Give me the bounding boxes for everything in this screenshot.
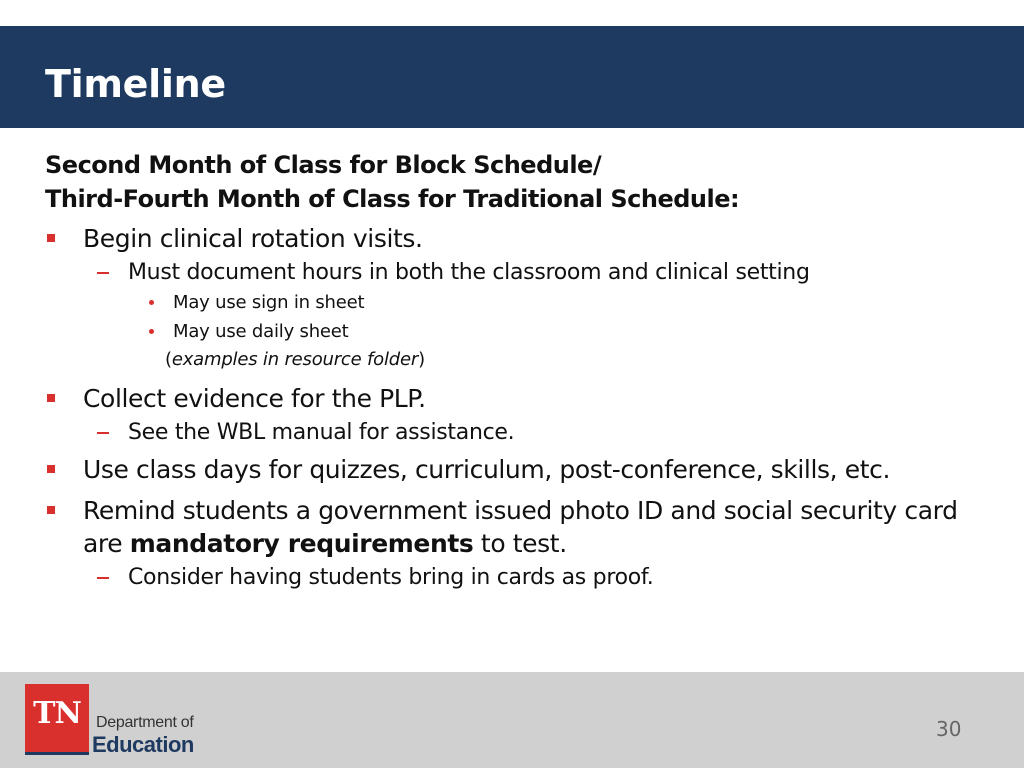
bullet-text: Use class days for quizzes, curriculum, post-conference, skills, etc. <box>83 455 891 484</box>
sub-sub-bullet-text: May use sign in sheet <box>173 292 365 313</box>
dash-bullet-icon <box>97 577 109 579</box>
note-paren-open: ( <box>165 349 172 370</box>
dash-bullet-icon <box>97 272 109 274</box>
sub-bullet-text: See the WBL manual for assistance. <box>128 420 515 445</box>
sub-sub-bullet-item <box>45 288 995 317</box>
dash-bullet-icon <box>97 432 109 434</box>
bullet-text: Collect evidence for the PLP. <box>83 384 426 413</box>
square-bullet-icon <box>47 465 55 473</box>
education-label: Education <box>92 732 194 757</box>
section-heading-line1: Second Month of Class for Block Schedule/ <box>45 151 602 179</box>
square-bullet-icon <box>47 234 55 242</box>
dot-bullet-icon <box>149 329 154 334</box>
bullet-text: Begin clinical rotation visits. <box>83 224 423 253</box>
slide-content <box>45 148 995 593</box>
sub-bullet-item <box>45 418 995 448</box>
logo-underline <box>25 752 89 755</box>
square-bullet-icon <box>47 506 55 514</box>
bullet-item <box>45 222 995 255</box>
bullet-item <box>45 382 995 415</box>
department-label: Department of <box>96 714 194 731</box>
sub-bullet-text: Consider having students bring in cards as proof. <box>128 565 654 590</box>
sub-sub-bullet-item <box>45 317 995 346</box>
note-italic-text: examples in resource folder <box>171 349 419 370</box>
bullet-text-before: Remind students a government issued photo ID and social security card are <box>83 496 958 558</box>
bullet-item <box>45 494 995 560</box>
bullet-text-bold: mandatory requirements <box>129 529 474 558</box>
sub-bullet-item <box>45 258 995 288</box>
tn-logo <box>25 684 89 752</box>
section-heading-line2: Third-Fourth Month of Class for Traditional Schedule: <box>45 185 740 213</box>
sub-bullet-item <box>45 563 995 593</box>
dot-bullet-icon <box>149 300 154 305</box>
tn-logo-text: TN <box>33 696 81 731</box>
sub-bullet-text: Must document hours in both the classroom and clinical setting <box>128 260 810 285</box>
square-bullet-icon <box>47 394 55 402</box>
bullet-text-after: to test. <box>473 529 567 558</box>
note-paren-close: ) <box>418 349 425 370</box>
bullet-item <box>45 453 995 486</box>
slide-title: Timeline <box>45 62 226 106</box>
sub-sub-bullet-text: May use daily sheet <box>173 321 349 342</box>
page-number: 30 <box>936 717 962 741</box>
resource-note <box>45 346 995 374</box>
